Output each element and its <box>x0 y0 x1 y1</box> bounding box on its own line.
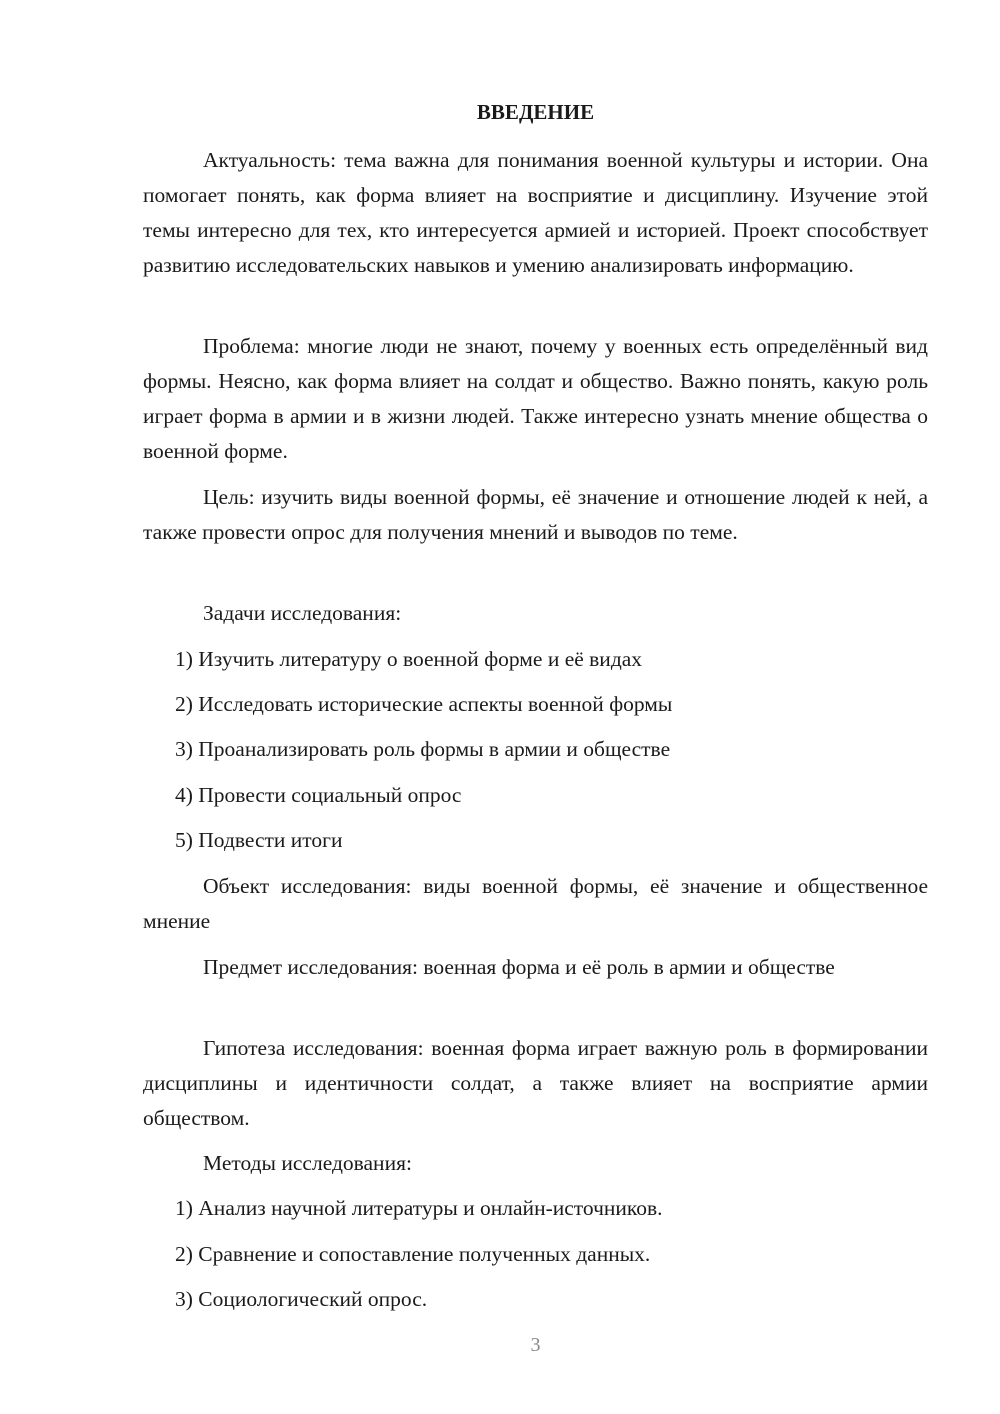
task-item-5: 5) Подвести итоги <box>175 828 343 852</box>
task-item-2: 2) Исследовать исторические аспекты военной формы <box>175 692 673 716</box>
subject-paragraph: Предмет исследования: военная форма и её роль в армии и обществе <box>203 955 835 979</box>
goal-paragraph: Цель: изучить виды военной формы, её значение и отношение людей к ней, а также провести опрос для получения мнений и выводов по теме. <box>143 485 928 544</box>
problem-paragraph: Проблема: многие люди не знают, почему у военных есть определённый вид формы. Неясно, как форма влияет на солдат и общество. Важно понять, какую роль играет форма в армии и в жизни людей. Также интересно узнать мнение общества о военной форме. <box>143 334 928 463</box>
method-item-1: 1) Анализ научной литературы и онлайн-источников. <box>175 1196 663 1220</box>
object-paragraph: Объект исследования: виды военной формы, её значение и общественное мнение <box>143 874 928 933</box>
tasks-heading: Задачи исследования: <box>203 601 402 625</box>
task-item-1: 1) Изучить литературу о военной форме и её видах <box>175 647 643 671</box>
methods-heading: Методы исследования: <box>203 1151 412 1175</box>
method-item-2: 2) Сравнение и сопоставление полученных данных. <box>175 1242 651 1266</box>
task-item-4: 4) Провести социальный опрос <box>175 783 462 807</box>
page-title: ВВЕДЕНИЕ <box>476 100 595 124</box>
method-item-3: 3) Социологический опрос. <box>175 1287 428 1311</box>
relevance-paragraph: Актуальность: тема важна для понимания военной культуры и истории. Она помогает понять, как форма влияет на восприятие и дисциплину. Изучение этой темы интересно для тех, кто интересуется армией и историей. Проект способствует развитию исследовательских навыков и умению анализировать информацию. <box>143 148 928 277</box>
page-number: 3 <box>530 1334 541 1356</box>
task-item-3: 3) Проанализировать роль формы в армии и обществе <box>175 737 671 761</box>
hypothesis-paragraph: Гипотеза исследования: военная форма играет важную роль в формировании дисциплины и идентичности солдат, а также влияет на восприятие армии обществом. <box>143 1036 928 1130</box>
